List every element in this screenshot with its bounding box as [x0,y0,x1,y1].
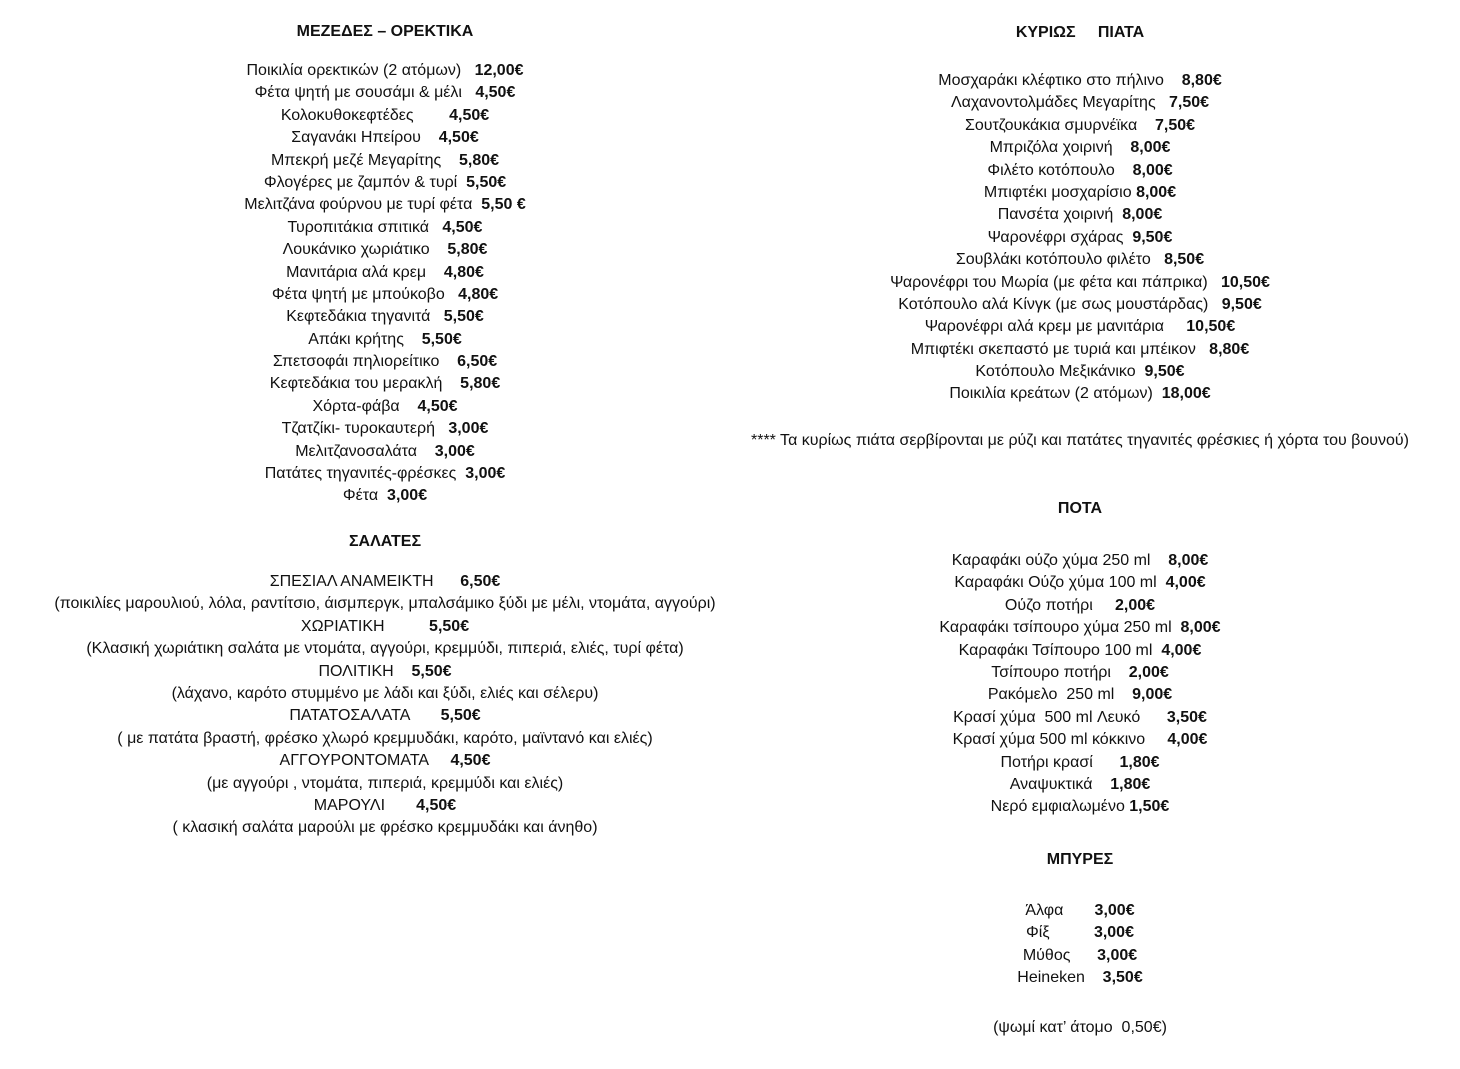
menu-item-name: Μελιτζάνα φούρνου με τυρί φέτα [244,196,482,214]
menu-item-price: 3,00€ [387,487,428,505]
menu-item-name: Τσίπουρο ποτήρι [991,663,1129,681]
menu-item-price: 8,00€ [1122,206,1163,224]
menu-item-name: Ποικιλία ορεκτικών (2 ατόμων) [246,62,475,79]
salad-price: 5,50€ [411,662,452,680]
menu-item [740,182,1420,204]
menu-item [740,922,1420,944]
menu-item-price: 2,00€ [1115,596,1156,614]
menu-item-name: Καραφάκι ούζο χύμα 250 ml [951,552,1169,569]
salad-header [40,705,730,727]
menu-item-name: Τυροπιτάκια σπιτικά [287,218,443,236]
menu-item-name: Σπετσοφάι πηλιορείτικο [272,353,458,371]
menu-item-name: Λαχανοντολμάδες Μεγαρίτης [950,94,1169,112]
menu-item [40,463,730,485]
salad-name: ΜΑΡΟΥΛΙ [313,797,417,815]
menu-item-price: 4,00€ [1167,731,1208,749]
salad-item [40,750,730,795]
menu-item-price: 8,80€ [1209,340,1250,358]
salates-heading: ΣΑΛΑΤΕΣ [348,533,422,550]
menu-item-price: 9,00€ [1132,686,1173,704]
menu-item [740,752,1420,774]
kyrios-heading: ΚΥΡΙΩΣ ΠΙΑΤΑ [1015,24,1145,41]
salad-name: ΣΠΕΣΙΑΛ ΑΝΑΜΕΙΚΤΗ [269,573,461,590]
menu-item [740,115,1420,137]
salad-name: ΧΩΡΙΑΤΙΚΗ [300,617,430,635]
menu-item-name: Σουβλάκι κοτόπουλο φιλέτο [955,251,1165,269]
menu-item-price: 9,50€ [1132,228,1173,246]
menu-item-price: 4,50€ [438,129,479,147]
menu-item-name: Νερό εμφιαλωμένο [990,798,1130,816]
menu-item [740,249,1420,271]
menu-item-price: 5,50€ [443,308,484,326]
menu-item [40,351,730,373]
menu-item [40,172,730,194]
menu-item-price: 3,00€ [1093,924,1134,942]
salad-item [40,571,730,616]
salad-item [40,705,730,750]
menu-item-price: 12,00€ [474,62,524,79]
menu-item-price: 10,50€ [1221,273,1270,291]
menu-item-name: Φίξ [1026,924,1094,942]
menu-item-price: 8,50€ [1164,251,1205,269]
menu-item-price: 8,00€ [1168,552,1209,569]
bread-note: (ψωμί κατ’ άτομο 0,50€) [993,1019,1167,1036]
salad-name: ΠΑΤΑΤΟΣΑΛΑΤΑ [289,707,441,725]
salad-description: ( με πατάτα βραστή, φρέσκο χλωρό κρεμμυδάκι, καρότο, μαϊντανό και ελιές) [117,729,653,747]
menu-item-price: 4,50€ [442,218,483,236]
menu-item-name: Κεφτεδάκια του μερακλή [269,375,461,393]
menu-item-price: 4,80€ [443,263,484,281]
menu-item-price: 3,50€ [1166,708,1207,726]
menu-item-name: Φέτα [342,487,388,505]
menu-item-name: Μανιτάρια αλά κρεμ [286,263,444,281]
menu-item [40,194,730,216]
menu-item [740,361,1420,383]
menu-item-price: 9,50€ [1144,363,1185,381]
menu-item-name: Κρασί χύμα 500 ml κόκκινο [952,731,1168,749]
pota-list [740,550,1420,819]
menu-item-name: Μπεκρή μεζέ Μεγαρίτης [270,151,459,169]
menu-item-name: Καραφάκι Ούζο χύμα 100 ml [954,574,1166,592]
menu-item-price: 3,00€ [1097,946,1138,964]
bires-heading: ΜΠΥΡΕΣ [1046,851,1114,868]
menu-item-name: Μύθος [1022,946,1098,964]
menu-item-name: Τζατζίκι- τυροκαυτερή [281,420,449,438]
menu-item-name: Χόρτα-φάβα [312,397,418,415]
menu-item-name: Άλφα [1025,902,1095,919]
menu-item-name: Φέτα ψητή με μπούκοβο [271,285,459,303]
menu-item-name: Heineken [1017,969,1103,987]
menu-item-name: Ψαρονέφρι του Μωρία (με φέτα και πάπρικα) [890,273,1221,291]
bires-list [740,900,1420,990]
menu-item-name: Φέτα ψητή με σουσάμι & μέλι [254,84,476,102]
menu-item [40,284,730,306]
menu-item-name: Πανσέτα χοιρινή [997,206,1123,224]
menu-item [740,729,1420,751]
menu-item-name: Ρακόμελο 250 ml [987,686,1133,704]
menu-item [740,640,1420,662]
menu-item-name: Ούζο ποτήρι [1004,596,1116,614]
menu-item-name: Κρασί χύμα 500 ml Λευκό [953,708,1167,726]
menu-item-price: 2,00€ [1128,663,1169,681]
menu-item [40,441,730,463]
pota-heading: ΠΟΤΑ [1057,500,1103,517]
menu-item [740,595,1420,617]
mezedes-heading: ΜΕΖΕΔΕΣ – ΟΡΕΚΤΙΚΑ [296,23,474,40]
menu-item-price: 3,00€ [448,420,489,438]
menu-item-price: 1,80€ [1119,753,1160,771]
menu-item-price: 4,00€ [1165,574,1206,592]
menu-item [740,339,1420,361]
salad-price: 4,50€ [450,752,491,770]
menu-item-name: Σαγανάκι Ηπείρου [291,129,439,147]
salad-name: ΠΟΛΙΤΙΚΗ [318,662,412,680]
menu-item [740,662,1420,684]
menu-item-price: 4,50€ [475,84,516,102]
menu-item-name: Λουκάνικο χωριάτικο [282,241,448,259]
menu-item-price: 3,00€ [1094,902,1135,919]
menu-item-price: 8,00€ [1180,619,1221,637]
menu-item-name: Μπιφτέκι σκεπαστό με τυριά και μπέικον [910,340,1210,358]
salad-price: 5,50€ [440,707,481,725]
menu-item-name: Αναψυκτικά [1009,775,1111,793]
menu-item [740,383,1420,405]
salad-header [40,661,730,683]
menu-item-name: Σουτζουκάκια σμυρνέϊκα [964,116,1155,134]
menu-item [740,70,1420,92]
menu-item-name: Ποικιλία κρεάτων (2 ατόμων) [949,385,1162,403]
menu-item-name: Κοτόπουλο Μεξικάνικο [975,363,1145,381]
menu-item-price: 4,50€ [417,397,458,415]
menu-item-price: 1,80€ [1110,775,1151,793]
menu-item [40,262,730,284]
salad-description: (λάχανο, καρότο στυμμένο με λάδι και ξύδι, ελιές και σέλερυ) [171,685,599,703]
menu-item-price: 4,50€ [449,106,490,124]
menu-item [740,967,1420,989]
salad-item [40,616,730,661]
salad-header [40,616,730,638]
menu-item-price: 10,50€ [1186,318,1236,336]
menu-item-price: 7,50€ [1169,94,1210,112]
menu-item [40,150,730,172]
menu-item-name: Καραφάκι τσίπουρο χύμα 250 ml [939,619,1181,637]
menu-item [40,105,730,127]
menu-item-price: 9,50€ [1221,295,1262,313]
salates-list [40,571,730,840]
menu-item [40,418,730,440]
menu-item-name: Πατάτες τηγανιτές-φρέσκες [264,465,466,483]
menu-item-name: Μπιφτέκι μοσχαρίσιο [983,183,1137,201]
salad-description: (Κλασική χωριάτικη σαλάτα με ντομάτα, αγγούρι, κρεμμύδι, πιπεριά, ελιές, τυρί φέτα) [86,640,684,658]
menu-item [740,900,1420,922]
menu-item-name: Κολοκυθοκεφτέδες [280,106,450,124]
menu-item-name: Φιλέτο κοτόπουλο [987,161,1133,179]
salad-price: 6,50€ [460,573,501,590]
menu-item [740,945,1420,967]
kyrios-list [740,70,1420,406]
menu-item-price: 5,80€ [458,151,500,169]
menu-item [740,227,1420,249]
menu-item [40,485,730,507]
menu-item [740,550,1420,572]
menu-item-name: Ψαρονέφρι αλά κρεμ με μανιτάρια [924,318,1187,336]
menu-item [740,617,1420,639]
salad-description: ( κλασική σαλάτα μαρούλι με φρέσκο κρεμμυδάκι και άνηθο) [172,819,598,837]
menu-item-price: 3,00€ [434,442,475,460]
menu-item-price: 5,50€ [421,330,462,348]
menu-item-name: Φλογέρες με ζαμπόν & τυρί [263,173,467,191]
salad-name: ΑΓΓΟΥΡΟΝΤΟΜΑΤΑ [279,752,451,770]
menu-item [740,316,1420,338]
menu-item [740,160,1420,182]
menu-item-name: Καραφάκι Τσίπουρο 100 ml [958,641,1162,659]
menu-item-price: 3,00€ [465,465,506,483]
menu-item-price: 8,80€ [1181,72,1222,89]
menu-item-price: 5,80€ [460,375,501,393]
salad-price: 5,50€ [429,617,470,635]
menu-item-price: 7,50€ [1155,116,1196,134]
menu-item-price: 5,50 € [481,196,526,214]
mezedes-list [40,60,730,508]
menu-item-price: 5,50€ [466,173,507,191]
menu-item-name: Απάκι κρήτης [308,330,422,348]
menu-item-price: 3,50€ [1102,969,1143,987]
menu-item [740,92,1420,114]
salad-price: 4,50€ [416,797,457,815]
menu-item [40,329,730,351]
menu-item [740,272,1420,294]
menu-item-price: 5,80€ [447,241,488,259]
menu-item [740,796,1420,818]
salad-description: (ποικιλίες μαρουλιού, λόλα, ραντίτσιο, άισμπεργκ, μπαλσάμικο ξύδι με μέλι, ντομάτα, αγγούρι) [54,595,716,613]
menu-item [740,707,1420,729]
menu-item [40,217,730,239]
menu-item [40,60,730,82]
menu-item-price: 8,00€ [1130,139,1171,157]
salad-item [40,795,730,840]
menu-item-name: Ποτήρι κρασί [1000,753,1120,771]
menu-item [740,684,1420,706]
menu-item [740,572,1420,594]
salad-description: (με αγγούρι , ντομάτα, πιπεριά, κρεμμύδι και ελιές) [206,774,564,792]
kyrios-note: **** Τα κυρίως πιάτα σερβίρονται με ρύζι και πατάτες τηγανιτές φρέσκιες ή χόρτα του βουνού) [750,432,1409,449]
salad-header [40,571,730,593]
menu-item-price: 4,80€ [458,285,499,303]
menu-item [40,396,730,418]
menu-item [40,82,730,104]
menu-item [40,373,730,395]
menu-item-price: 8,00€ [1132,161,1173,179]
menu-item [740,294,1420,316]
salad-header [40,795,730,817]
menu-item-price: 6,50€ [457,353,498,371]
menu-item-name: Κοτόπουλο αλά Κίνγκ (με σως μουστάρδας) [898,295,1222,313]
menu-item-name: Μελιτζανοσαλάτα [295,442,435,460]
menu-item-price: 1,50€ [1129,798,1170,816]
menu-item [740,204,1420,226]
menu-item [40,127,730,149]
menu-item-price: 18,00€ [1161,385,1211,403]
salad-item [40,661,730,706]
menu-item-name: Ψαρονέφρι σχάρας [987,228,1133,246]
menu-item-name: Μοσχαράκι κλέφτικο στο πήλινο [938,72,1182,89]
menu-item-name: Μπριζόλα χοιρινή [989,139,1131,157]
menu-item-name: Κεφτεδάκια τηγανιτά [286,308,444,326]
menu-item [40,239,730,261]
menu-item-price: 4,00€ [1161,641,1202,659]
menu-item [740,137,1420,159]
menu-item [740,774,1420,796]
menu-item-price: 8,00€ [1136,183,1177,201]
menu-item [40,306,730,328]
salad-header [40,750,730,772]
